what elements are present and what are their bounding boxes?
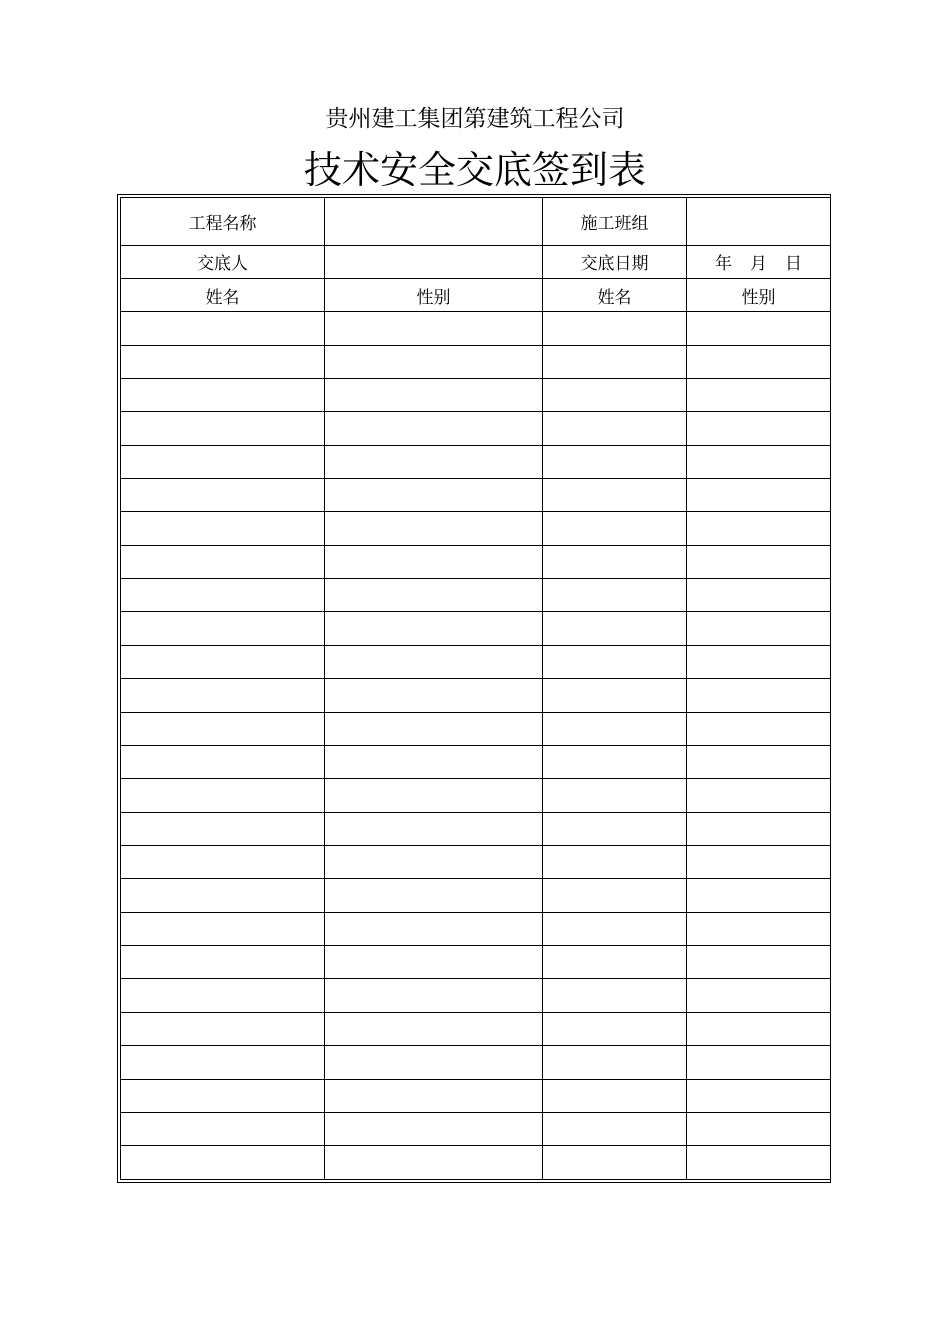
gender-cell[interactable] — [687, 312, 831, 345]
page-title: 技术安全交底签到表 — [303, 148, 646, 192]
gender-cell[interactable] — [687, 1112, 831, 1145]
gender-cell[interactable] — [325, 512, 543, 545]
gender-cell[interactable] — [325, 645, 543, 678]
name-cell[interactable] — [543, 879, 687, 912]
gender-cell[interactable] — [687, 745, 831, 778]
name-cell[interactable] — [121, 612, 325, 645]
name-cell[interactable] — [121, 1112, 325, 1145]
name-cell[interactable] — [543, 545, 687, 578]
gender-cell[interactable] — [687, 1046, 831, 1079]
date-month-unit: 月 — [750, 254, 767, 275]
gender-cell[interactable] — [325, 946, 543, 979]
table-row — [121, 912, 831, 945]
name-cell[interactable] — [543, 912, 687, 945]
name-cell[interactable] — [543, 645, 687, 678]
company-name: 贵州建工集团第建筑工程公司 — [325, 106, 625, 132]
name-cell[interactable] — [543, 712, 687, 745]
table-row — [121, 679, 831, 712]
table-row — [121, 612, 831, 645]
presenter-row — [121, 245, 831, 278]
name-cell[interactable] — [543, 479, 687, 512]
gender-cell[interactable] — [687, 579, 831, 612]
table-row — [121, 712, 831, 745]
name-cell[interactable] — [543, 445, 687, 478]
team-label: 施工班组 — [543, 198, 687, 246]
gender-cell[interactable] — [325, 545, 543, 578]
table-row — [121, 745, 831, 778]
gender-cell[interactable] — [687, 779, 831, 812]
gender-cell[interactable] — [325, 679, 543, 712]
gender-cell[interactable] — [325, 912, 543, 945]
gender-cell[interactable] — [687, 1146, 831, 1180]
name-cell[interactable] — [121, 946, 325, 979]
name-cell[interactable] — [121, 1012, 325, 1045]
date-day-unit: 日 — [785, 254, 802, 275]
gender-cell[interactable] — [687, 445, 831, 478]
name-cell[interactable] — [121, 1046, 325, 1079]
table-row — [121, 879, 831, 912]
name-cell[interactable] — [121, 645, 325, 678]
name-cell[interactable] — [121, 812, 325, 845]
gender-cell[interactable] — [325, 1012, 543, 1045]
name-cell[interactable] — [543, 946, 687, 979]
column-header-gender: 性别 — [687, 278, 831, 311]
name-cell[interactable] — [543, 312, 687, 345]
name-cell[interactable] — [543, 745, 687, 778]
table-row — [121, 1112, 831, 1145]
gender-cell[interactable] — [687, 979, 831, 1012]
gender-cell[interactable] — [687, 479, 831, 512]
gender-cell[interactable] — [687, 812, 831, 845]
table-row — [121, 846, 831, 879]
name-cell[interactable] — [543, 1079, 687, 1112]
name-cell[interactable] — [121, 1079, 325, 1112]
table-row — [121, 312, 831, 345]
gender-cell[interactable] — [687, 846, 831, 879]
table-row — [121, 445, 831, 478]
name-cell[interactable] — [121, 579, 325, 612]
gender-cell[interactable] — [325, 378, 543, 411]
name-cell[interactable] — [543, 979, 687, 1012]
name-cell[interactable] — [121, 1146, 325, 1180]
name-cell[interactable] — [121, 512, 325, 545]
gender-cell[interactable] — [325, 712, 543, 745]
presenter-field[interactable] — [325, 245, 543, 278]
table-row — [121, 1012, 831, 1045]
gender-cell[interactable] — [687, 1012, 831, 1045]
name-cell[interactable] — [121, 312, 325, 345]
column-header-gender: 性别 — [325, 278, 543, 311]
name-cell[interactable] — [121, 378, 325, 411]
table-row — [121, 1079, 831, 1112]
gender-cell[interactable] — [687, 412, 831, 445]
table-row — [121, 378, 831, 411]
gender-cell[interactable] — [325, 412, 543, 445]
project-info-row — [121, 198, 831, 246]
table-row — [121, 545, 831, 578]
gender-cell[interactable] — [325, 745, 543, 778]
table-row — [121, 345, 831, 378]
gender-cell[interactable] — [687, 712, 831, 745]
gender-cell[interactable] — [325, 345, 543, 378]
gender-cell[interactable] — [687, 545, 831, 578]
gender-cell[interactable] — [687, 645, 831, 678]
gender-cell[interactable] — [325, 979, 543, 1012]
name-cell[interactable] — [121, 912, 325, 945]
gender-cell[interactable] — [687, 679, 831, 712]
gender-cell[interactable] — [687, 1079, 831, 1112]
team-field[interactable] — [687, 198, 831, 246]
name-cell[interactable] — [543, 1112, 687, 1145]
name-cell[interactable] — [121, 879, 325, 912]
gender-cell[interactable] — [325, 312, 543, 345]
gender-cell[interactable] — [325, 1146, 543, 1180]
table-row — [121, 579, 831, 612]
name-cell[interactable] — [121, 846, 325, 879]
date-field[interactable] — [687, 245, 831, 278]
name-cell[interactable] — [121, 479, 325, 512]
gender-cell[interactable] — [687, 879, 831, 912]
name-cell[interactable] — [121, 545, 325, 578]
gender-cell[interactable] — [325, 1112, 543, 1145]
table-row — [121, 812, 831, 845]
gender-cell[interactable] — [687, 912, 831, 945]
name-cell[interactable] — [543, 579, 687, 612]
table-row — [121, 979, 831, 1012]
gender-cell[interactable] — [325, 1079, 543, 1112]
table-row — [121, 645, 831, 678]
name-cell[interactable] — [543, 679, 687, 712]
name-cell[interactable] — [543, 1046, 687, 1079]
name-cell[interactable] — [121, 745, 325, 778]
table-row — [121, 1046, 831, 1079]
name-cell[interactable] — [121, 445, 325, 478]
name-cell[interactable] — [543, 378, 687, 411]
table-row — [121, 479, 831, 512]
name-cell[interactable] — [543, 1012, 687, 1045]
project-name-label: 工程名称 — [121, 198, 325, 246]
table-row — [121, 512, 831, 545]
name-cell[interactable] — [543, 412, 687, 445]
roster-header-row — [121, 278, 831, 311]
gender-cell[interactable] — [687, 512, 831, 545]
gender-cell[interactable] — [325, 612, 543, 645]
project-name-field[interactable] — [325, 198, 543, 246]
gender-cell[interactable] — [325, 479, 543, 512]
name-cell[interactable] — [121, 679, 325, 712]
name-cell[interactable] — [121, 779, 325, 812]
date-year-unit: 年 — [715, 254, 732, 275]
name-cell[interactable] — [543, 846, 687, 879]
signin-form-frame — [117, 194, 831, 1183]
date-label: 交底日期 — [543, 245, 687, 278]
gender-cell[interactable] — [325, 846, 543, 879]
gender-cell[interactable] — [325, 1046, 543, 1079]
gender-cell[interactable] — [325, 879, 543, 912]
name-cell[interactable] — [121, 712, 325, 745]
name-cell[interactable] — [121, 412, 325, 445]
table-row — [121, 779, 831, 812]
signin-table — [120, 197, 831, 1180]
name-cell[interactable] — [543, 779, 687, 812]
gender-cell[interactable] — [687, 345, 831, 378]
presenter-label: 交底人 — [121, 245, 325, 278]
table-row — [121, 412, 831, 445]
gender-cell[interactable] — [325, 812, 543, 845]
name-cell[interactable] — [543, 345, 687, 378]
name-cell[interactable] — [543, 1146, 687, 1180]
name-cell[interactable] — [121, 345, 325, 378]
column-header-name: 姓名 — [121, 278, 325, 311]
gender-cell[interactable] — [325, 579, 543, 612]
gender-cell[interactable] — [325, 779, 543, 812]
name-cell[interactable] — [543, 612, 687, 645]
gender-cell[interactable] — [687, 612, 831, 645]
gender-cell[interactable] — [687, 378, 831, 411]
gender-cell[interactable] — [325, 445, 543, 478]
table-row — [121, 946, 831, 979]
name-cell[interactable] — [121, 979, 325, 1012]
column-header-name: 姓名 — [543, 278, 687, 311]
name-cell[interactable] — [543, 812, 687, 845]
gender-cell[interactable] — [687, 946, 831, 979]
name-cell[interactable] — [543, 512, 687, 545]
table-row — [121, 1146, 831, 1180]
